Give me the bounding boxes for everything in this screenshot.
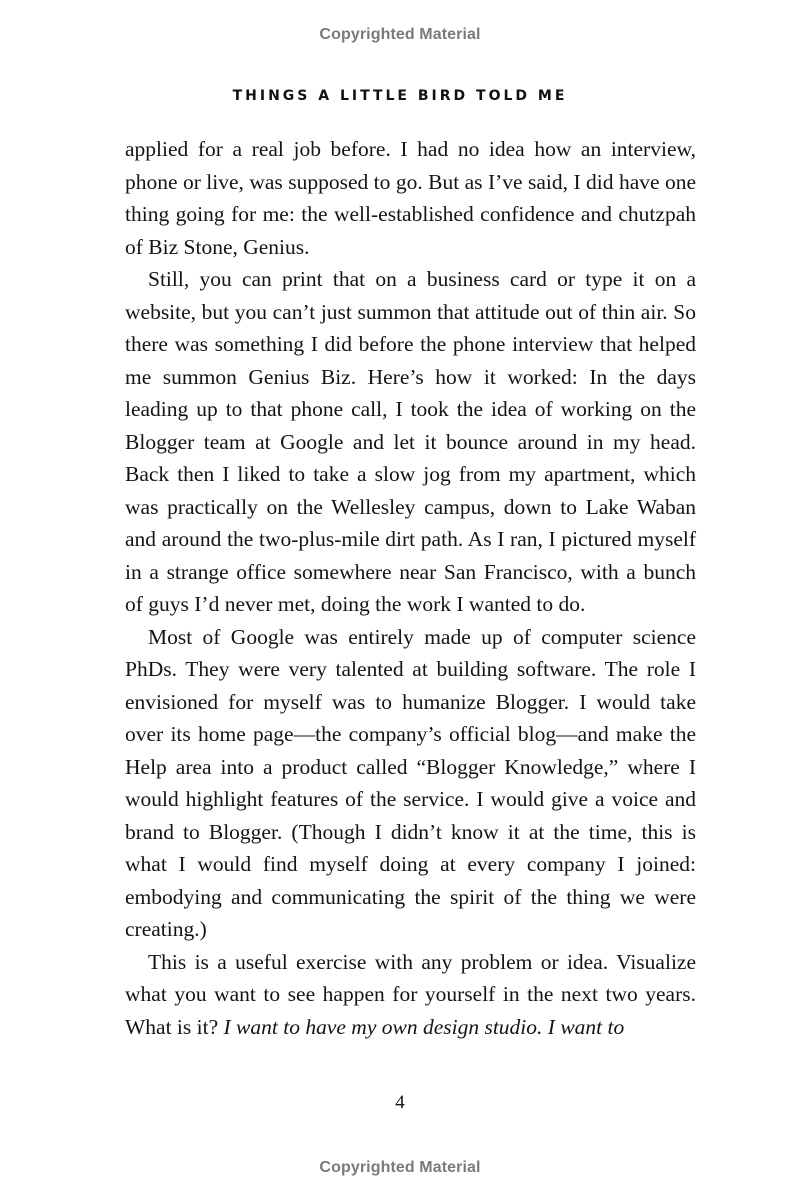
copyright-watermark-bottom: Copyrighted Material xyxy=(319,1159,481,1176)
copyright-watermark-top: Copyrighted Material xyxy=(319,26,481,43)
paragraph-visualize-italic: I want to have my own design studio. I want to xyxy=(223,1014,625,1039)
body-text xyxy=(125,133,696,1043)
page-number: 4 xyxy=(395,1092,405,1113)
running-head: THINGS A LITTLE BIRD TOLD ME xyxy=(232,88,568,104)
paragraph-visualize-exercise xyxy=(125,946,696,1044)
paragraph-continuation: applied for a real job before. I had no idea how an interview, phone or live, was supposed to go. But as I’ve said, I did have one thing going for me: the well-established confidence and chutzpah of Biz Stone, Genius. xyxy=(125,137,696,259)
paragraph-humanize-blogger: Most of Google was entirely made up of computer science PhDs. They were very talented at building software. The role I envisioned for myself was to humanize Blogger. I would take over its home page—the company’s official blog—and make the Help area into a product called “Blogger Knowledge,” where I would highlight features of the service. I would give a voice and brand to Blogger. (Though I didn’t know it at the time, this is what I would find myself doing at every company I joined: embodying and communicating the spirit of the thing we were creating.) xyxy=(125,624,696,941)
paragraph-summon-attitude: Still, you can print that on a business card or type it on a website, but you can’t just summon that attitude out of thin air. So there was something I did before the phone interview that helped me summon Genius Biz. Here’s how it worked: In the days leading up to that phone call, I took the idea of working on the Blogger team at Google and let it bounce around in my head. Back then I liked to take a slow jog from my apartment, which was practically on the Wellesley campus, down to Lake Waban and around the two-plus-mile dirt path. As I ran, I pictured myself in a strange office somewhere near San Francisco, with a bunch of guys I’d never met, doing the work I wanted to do. xyxy=(125,267,696,616)
paragraph-visualize-text: This is a useful exercise with any problem or idea. Visualize what you want to see happen for yourself in the next two years. What is it? xyxy=(125,949,696,1039)
